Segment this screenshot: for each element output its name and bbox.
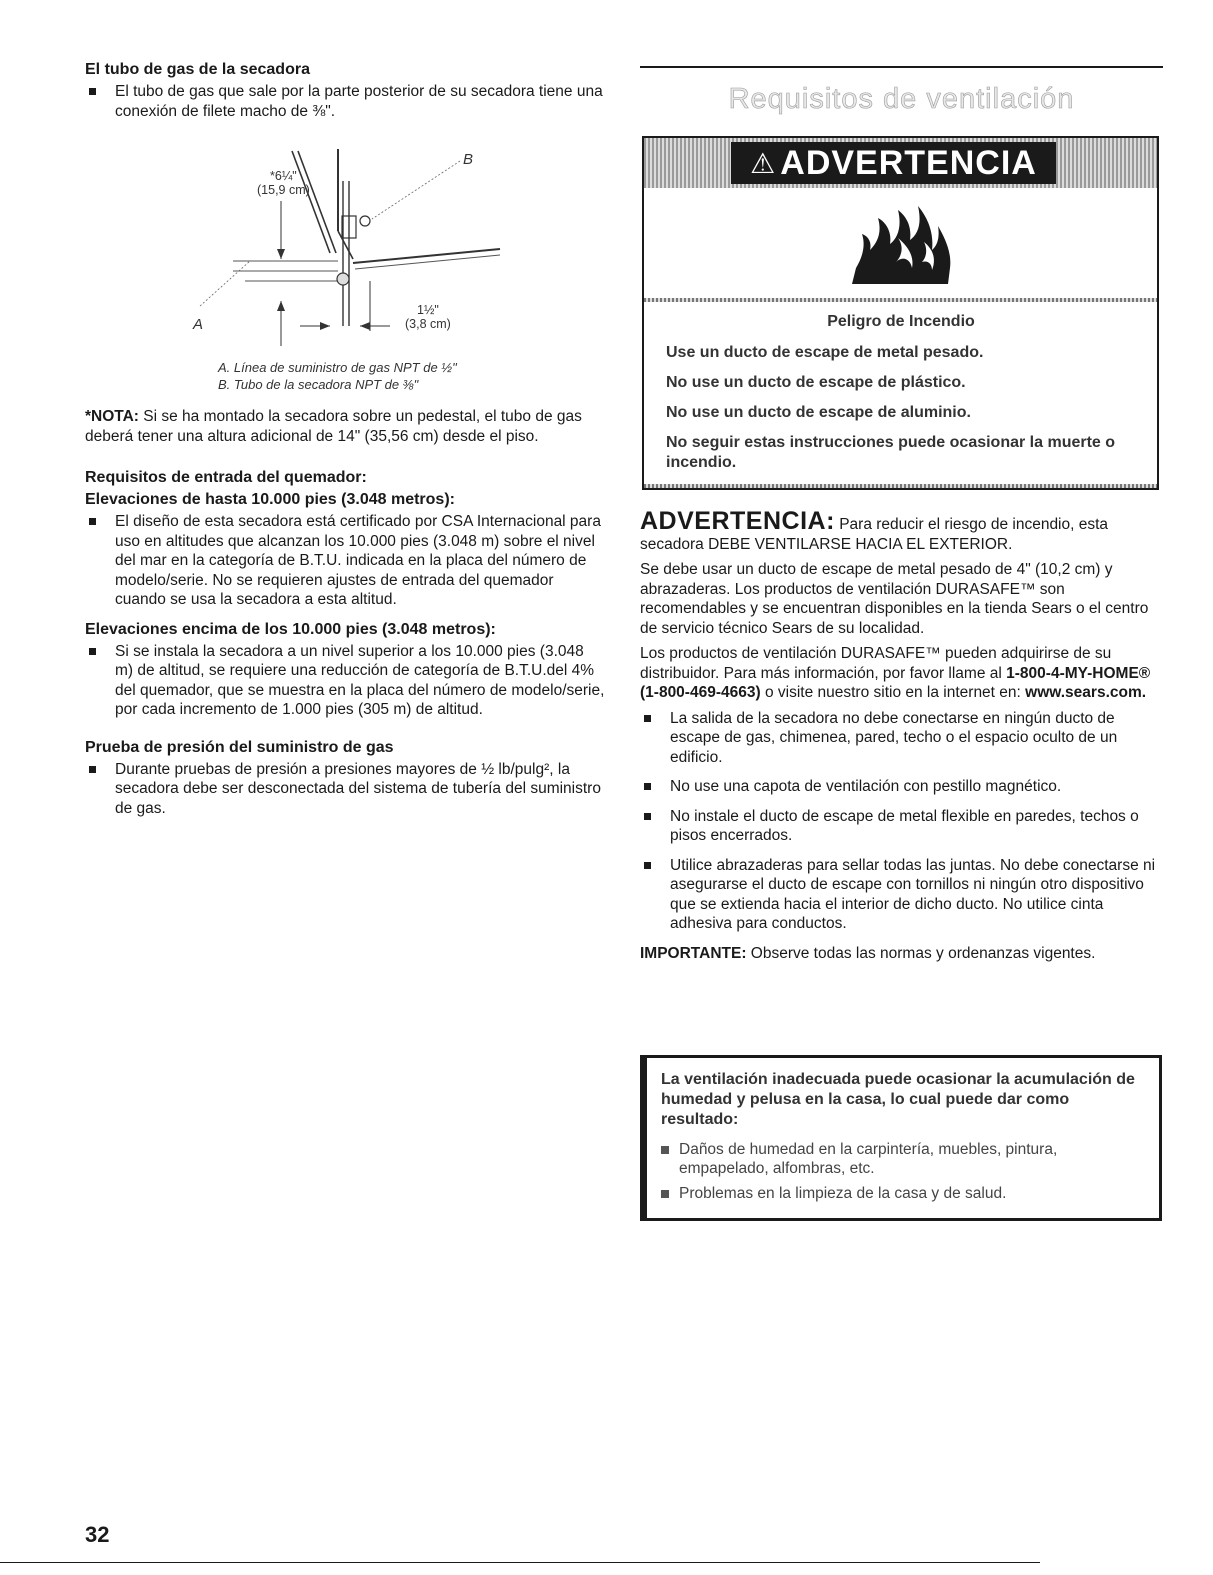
label-a: A [193, 316, 204, 333]
page-number: 32 [85, 1522, 110, 1547]
dim-top-value: *6¼" [270, 169, 297, 183]
diagram-captions [85, 359, 605, 393]
importante-paragraph [640, 944, 1165, 964]
dim-bottom [405, 303, 451, 331]
warning-badge [731, 142, 1056, 184]
warning-body [666, 313, 1136, 483]
left-column [85, 60, 605, 820]
label-b: B [463, 151, 474, 168]
durasafe-text-1: Los productos de ventilación DURASAFE™ pueden adquirirse de su distribuidor. Para más información, por favor llame al [640, 645, 1112, 682]
ventilation-info-box [640, 1055, 1162, 1221]
phone-number: 1-800-4-MY-HOME® (1-800-469-4663) [640, 664, 1151, 701]
sears-url: www.sears.com. [1025, 684, 1147, 701]
burner-bullet-2: Si se instala la secadora a un nivel superior a los 10.000 pies (3.048 m) de altitud, se requiere una reducción de categoría de B.T.U.del 4% del quemador, que se muestra en la placa del número de modelo/serie, por cada incremento de 1.000 pies (305 m) de altitud. [85, 642, 605, 720]
nota-label: *NOTA: [85, 408, 139, 425]
importante-label: IMPORTANTE: [640, 944, 747, 962]
advertencia-label: ADVERTENCIA: [640, 507, 835, 535]
warning-box [642, 136, 1159, 490]
venting-bullet: No instale el ducto de escape de metal flexible en paredes, techos o pisos encerrados. [640, 807, 1165, 846]
warning-triangle-icon: ⚠ [750, 147, 777, 179]
pressure-heading: Prueba de presión del suministro de gas [85, 738, 394, 756]
burner-bullet-1: El diseño de esta secadora está certificado por CSA Internacional para uso en altitudes que alcanzan los 10.000 pies (3.048 m) sobre el nivel del mar en la categoría de B.T.U. indicada en la placa del número de modelo/serie. No se requieren ajustes de entrada del quemador cuando se usa la secadora a esta altitud. [85, 512, 605, 610]
nota-text: Si se ha montado la secadora sobre un pedestal, el tubo de gas deberá tener una altura adicional de 14" (35,56 cm) desde el piso. [85, 408, 582, 445]
warning-line: No use un ducto de escape de aluminio. [666, 404, 971, 421]
warning-badge-label: ADVERTENCIA [780, 143, 1037, 182]
info-item: Daños de humedad en la carpintería, muebles, pintura, empapelado, alfombras, etc. [661, 1140, 1145, 1178]
section-title: Requisitos de ventilación [728, 83, 1075, 115]
dim-top-cm: (15,9 cm) [257, 183, 310, 197]
durasafe-text-2: o visite nuestro sitio en la internet en: [760, 684, 1026, 701]
nota-paragraph [85, 407, 605, 446]
caption-a: A. Línea de suministro de gas NPT de ½" [218, 360, 457, 375]
gas-pipe-list [85, 82, 605, 121]
durasafe-paragraph [640, 644, 1165, 703]
dim-bottom-cm: (3,8 cm) [405, 317, 451, 331]
burner-sub2: Elevaciones encima de los 10.000 pies (3.048 metros): [85, 620, 496, 638]
burner-list-1 [85, 512, 605, 610]
gas-pipe-heading: El tubo de gas de la secadora [85, 61, 310, 78]
warning-header [644, 138, 1157, 188]
gas-pipe-diagram-drawing [85, 131, 605, 359]
venting-bullet: La salida de la secadora no debe conectarse en ningún ducto de escape de gas, chimenea, pared, techo o el espacio oculto de un edificio. [640, 709, 1165, 768]
advertencia-text: Para reducir el riesgo de incendio, esta secadora DEBE VENTILARSE HACIA EL EXTERIOR. [640, 516, 1109, 553]
dim-top [257, 169, 310, 197]
ducto-paragraph: Se debe usar un ducto de escape de metal pesado de 4" (10,2 cm) y abrazaderas. Los productos de ventilación DURASAFE™ son recomendables y se encuentran disponibles en la tienda Sears o el centro de servicio técnico Sears de su localidad. [640, 561, 1149, 637]
burner-sub1: Elevaciones de hasta 10.000 pies (3.048 metros): [85, 491, 455, 508]
venting-list [640, 709, 1165, 934]
fire-hazard-icon [840, 198, 960, 288]
dim-bottom-value: 1½" [417, 303, 439, 317]
gas-pipe-bullet: El tubo de gas que sale por la parte posterior de su secadora tiene una conexión de filete macho de ⅜". [85, 82, 605, 121]
warning-line: Use un ducto de escape de metal pesado. [666, 344, 984, 361]
importante-text: Observe todas las normas y ordenanzas vigentes. [746, 944, 1096, 962]
warning-separator [644, 298, 1157, 302]
venting-bullet: Utilice abrazaderas para sellar todas las juntas. No debe conectarse ni asegurarse el ducto de escape con tornillos ni ningún otro dispositivo que se extienda hacia el interior de dicho ducto. No utilice cinta adhesiva para conductos. [640, 856, 1165, 934]
venting-bullet: No use una capota de ventilación con pestillo magnético. [640, 777, 1165, 797]
section-rule [640, 66, 1163, 68]
pressure-list [85, 760, 605, 819]
burner-list-2 [85, 642, 605, 720]
info-heading: La ventilación inadecuada puede ocasionar la acumulación de humedad y pelusa en la casa, lo cual puede dar como resultado: [661, 1071, 1135, 1128]
warning-title: Peligro de Incendio [827, 313, 975, 330]
advertencia-paragraph [640, 507, 1165, 554]
warning-line: No seguir estas instrucciones puede ocasionar la muerte o incendio. [666, 434, 1116, 471]
gas-pipe-diagram [85, 131, 605, 359]
footer-rule [0, 1562, 1040, 1563]
venting-text [640, 507, 1165, 963]
warning-bottom-bar [644, 484, 1157, 488]
burner-heading: Requisitos de entrada del quemador: [85, 469, 367, 486]
info-item: Problemas en la limpieza de la casa y de salud. [661, 1184, 1145, 1203]
pressure-bullet: Durante pruebas de presión a presiones mayores de ½ lb/pulg², la secadora debe ser desconectada del sistema de tubería del suministro de gas. [85, 760, 605, 819]
caption-b: B. Tubo de la secadora NPT de ⅜" [218, 377, 419, 392]
warning-line: No use un ducto de escape de plástico. [666, 374, 966, 391]
